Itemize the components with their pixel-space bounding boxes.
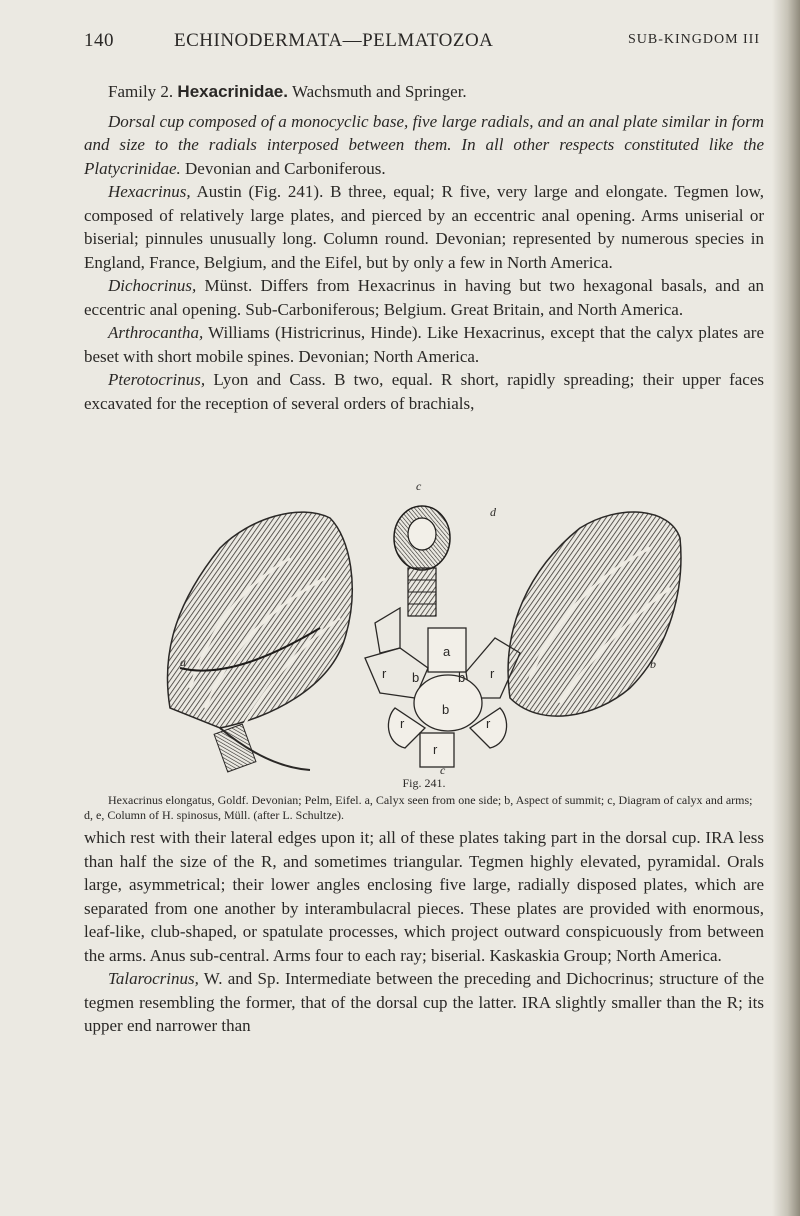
diagram-label-r3: r	[400, 716, 405, 731]
page-number: 140	[84, 30, 114, 51]
diagram-label-b1: b	[412, 670, 420, 685]
family-authors: Wachsmuth and Springer.	[291, 82, 467, 101]
diagnosis-text: Dorsal cup composed of a monocyclic base, five large radials, and an anal plate similar in form and size to the radials interposed between them. In all other respects constituted like the Platycrinidae.	[84, 111, 764, 178]
diagram-label-r2: r	[490, 666, 495, 681]
running-subtitle: SUB-KINGDOM III	[627, 32, 760, 47]
running-title: ECHINODERMATA—PELMATOZOA	[174, 30, 494, 51]
body-text-top	[84, 80, 764, 415]
label-c-top: c	[416, 479, 422, 493]
label-b: b	[650, 657, 656, 671]
family-label: Family 2.	[108, 82, 174, 101]
diagram-label-b2: b	[458, 670, 466, 685]
label-d: d	[490, 505, 496, 519]
talarocrinus-text: W. and Sp. Intermediate between the preceding and Dichocrinus; structure of the tegmen resembling the former, that of the dorsal cup the latter. IRA slightly smaller than the R; its upper end narrower than	[84, 969, 764, 1035]
diagnosis-paragraph	[84, 110, 764, 181]
pterotocrinus-name: Pterotocrinus,	[108, 370, 206, 389]
arthrocantha-paragraph	[84, 321, 764, 368]
column-view	[394, 506, 450, 616]
figure-caption	[84, 776, 764, 823]
diagram-label-r4: r	[486, 716, 491, 731]
hexacrinus-paragraph	[84, 180, 764, 274]
summit-view	[508, 512, 681, 716]
pterotocrinus-paragraph	[84, 368, 764, 415]
label-c-bottom: c	[440, 763, 446, 774]
arthrocantha-text: Williams (Histricrinus, Hinde). Like Hexacrinus, except that the calyx plates are beset with short mobile spines. Devonian; North America.	[84, 323, 764, 366]
figure-caption-text: Hexacrinus elongatus, Goldf. Devonian; Pelm, Eifel. a, Calyx seen from one side; b, Aspect of summit; c, Diagram of calyx and arms; d, e, Column of H. spinosus, Müll. (after L. Schultze).	[84, 793, 753, 822]
figure-241	[150, 478, 690, 774]
diagram-label-r5: r	[433, 742, 438, 757]
talarocrinus-paragraph	[84, 967, 764, 1038]
hexacrinus-text: Austin (Fig. 241). B three, equal; R five, very large and elongate. Tegmen low, composed of relatively large plates, and pierced by an eccentric anal opening. Arms uniserial or biserial; pinnules unusually long. Column round. Devonian; represented by numerous species in England, France, Belgium, and the Eifel, but by only a few in North America.	[84, 182, 764, 272]
arthrocantha-name: Arthrocantha,	[108, 323, 204, 342]
hexacrinus-name: Hexacrinus,	[108, 182, 191, 201]
dichocrinus-paragraph	[84, 274, 764, 321]
diagram-label-a: a	[443, 644, 451, 659]
talarocrinus-name: Talarocrinus,	[108, 969, 199, 988]
page-edge-shadow	[772, 0, 800, 1216]
body-text-bottom	[84, 826, 764, 1038]
dichocrinus-text: Münst. Differs from Hexacrinus in having but two hexagonal basals, and an eccentric anal opening. Sub-Carboniferous; Belgium. Great Britain, and North America.	[84, 276, 764, 319]
diagram-label-b3: b	[442, 702, 450, 717]
running-head	[84, 30, 760, 56]
family-heading	[84, 80, 764, 104]
continuation-paragraph: which rest with their lateral edges upon it; all of these plates taking part in the dorsal cup. IRA less than half the size of the R, and sometimes triangular. Tegmen highly elevated, pyramidal. Orals large, asymmetrical; their lower angles enclosing five large, radially disposed plates, which are separated from one another by interambulacral pieces. These plates are provided with enormous, leaf-like, club-shaped, or spatulate processes, which project outward conspicuously from between the arms. Anus sub-central. Arms four to each ray; biserial. Kaskaskia Group; North America.	[84, 828, 764, 965]
diagram-label-r1: r	[382, 666, 387, 681]
dichocrinus-name: Dichocrinus,	[108, 276, 197, 295]
calyx-side-view	[167, 512, 352, 772]
diagnosis-tail: Devonian and Carboniferous.	[180, 158, 386, 178]
figure-drawing	[150, 478, 690, 774]
family-name: Hexacrinidae.	[177, 82, 288, 101]
pterotocrinus-text: Lyon and Cass. B two, equal. R short, rapidly spreading; their upper faces excavated for the reception of several orders of brachials,	[84, 370, 764, 413]
label-a: a	[180, 655, 186, 669]
figure-number: Fig. 241.	[402, 776, 446, 790]
calyx-diagram	[365, 608, 520, 767]
